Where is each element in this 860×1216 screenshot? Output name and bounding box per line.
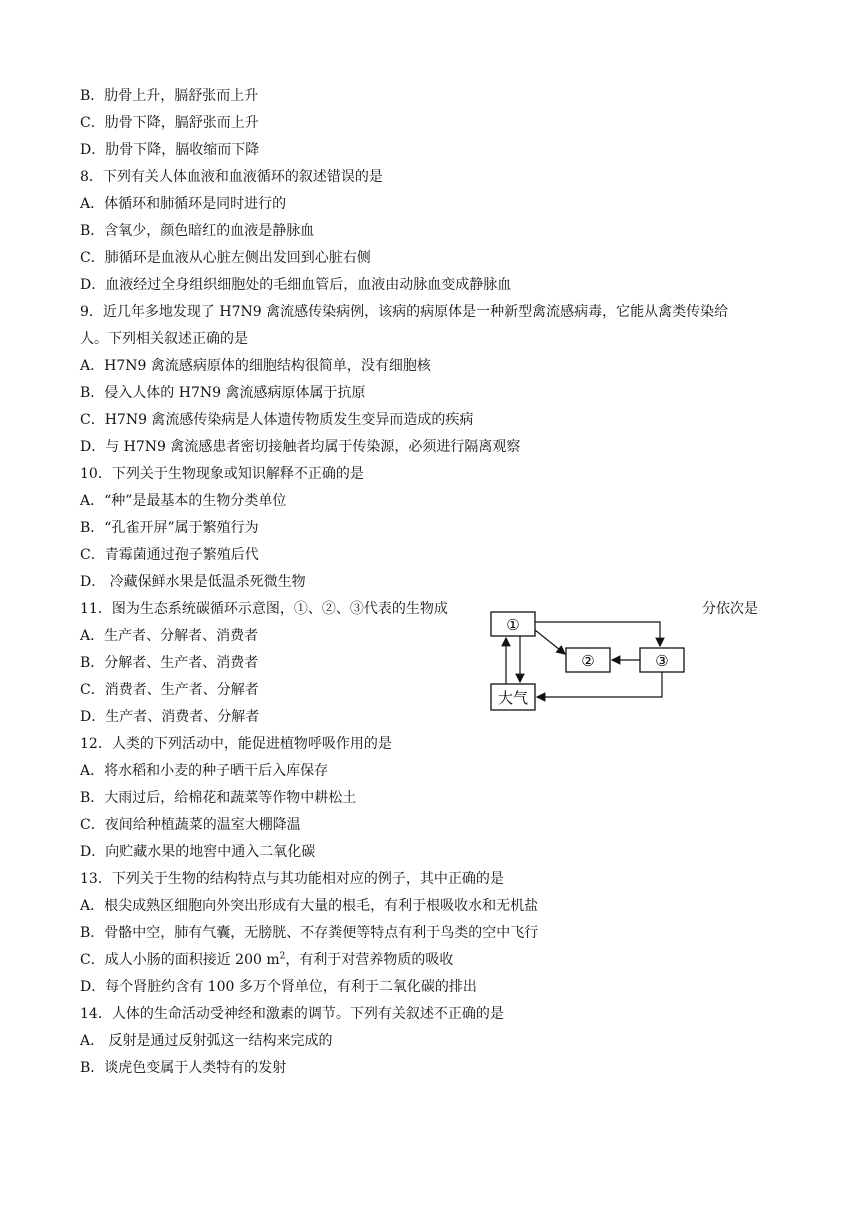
q9-option-a: A．H7N9 禽流感病原体的细胞结构很简单，没有细胞核 xyxy=(80,358,431,374)
q9-option-d: D．与 H7N9 禽流感患者密切接触者均属于传染源，必须进行隔离观察 xyxy=(80,439,521,455)
q9-stem-line2: 人。下列相关叙述正确的是 xyxy=(80,331,248,347)
q7-option-c: C．肋骨下降，膈舒张而上升 xyxy=(80,115,259,131)
box-3-label: ③ xyxy=(655,652,669,670)
q9-option-c: C．H7N9 禽流感传染病是人体遗传物质发生变异而造成的疾病 xyxy=(80,412,474,428)
carbon-cycle-diagram xyxy=(488,608,688,716)
q12-option-c: C．夜间给种植蔬菜的温室大棚降温 xyxy=(80,817,301,833)
q14-option-a: A． 反射是通过反射弧这一结构来完成的 xyxy=(80,1033,333,1049)
q7-option-b: B．肋骨上升，膈舒张而上升 xyxy=(80,88,259,104)
q11-option-b: B．分解者、生产者、消费者 xyxy=(80,655,259,671)
arrow-3-to-atmosphere xyxy=(537,672,662,697)
q13-option-c-text: C．成人小肠的面积接近 200 m xyxy=(80,952,280,968)
arrow-1-to-3 xyxy=(535,622,660,646)
q13-option-d: D．每个肾脏约含有 100 多万个肾单位，有利于二氧化碳的排出 xyxy=(80,979,477,995)
q8-option-a: A．体循环和肺循环是同时进行的 xyxy=(80,196,287,212)
box-2-label: ② xyxy=(581,652,595,670)
q8-option-c: C．肺循环是血液从心脏左侧出发回到心脏右侧 xyxy=(80,250,371,266)
q13-option-c-rest: ，有利于对营养物质的吸收 xyxy=(285,952,454,968)
q8-option-d: D．血液经过全身组织细胞处的毛细血管后，血液由动脉血变成静脉血 xyxy=(80,277,512,293)
q8-stem: 8．下列有关人体血液和血液循环的叙述错误的是 xyxy=(80,169,383,185)
q7-option-d: D．肋骨下降，膈收缩而下降 xyxy=(80,142,260,158)
q11-stem-end: 分依次是 xyxy=(702,601,758,617)
q13-option-a: A．根尖成熟区细胞向外突出形成有大量的根毛，有利于根吸收水和无机盐 xyxy=(80,898,539,914)
q13-option-b: B．骨骼中空，肺有气囊，无膀胱、不存粪便等特点有利于鸟类的空中飞行 xyxy=(80,925,539,941)
q13-stem: 13．下列关于生物的结构特点与其功能相对应的例子，其中正确的是 xyxy=(80,871,504,887)
q11-stem-start: 11．图为生态系统碳循环示意图，①、②、③代表的生物成 xyxy=(80,601,448,617)
q9-option-b: B．侵入人体的 H7N9 禽流感病原体属于抗原 xyxy=(80,385,366,401)
q11-option-d: D．生产者、消费者、分解者 xyxy=(80,709,260,725)
atmosphere-label: 大气 xyxy=(497,689,529,707)
q14-option-b: B．谈虎色变属于人类特有的发射 xyxy=(80,1060,287,1076)
q13-option-c xyxy=(80,950,453,970)
q11-option-a: A．生产者、分解者、消费者 xyxy=(80,628,259,644)
q10-option-b: B．“孔雀开屏”属于繁殖行为 xyxy=(80,520,259,536)
arrow-1-to-2 xyxy=(535,630,565,654)
box-1-label: ① xyxy=(506,616,520,634)
q10-option-a: A．“种”是最基本的生物分类单位 xyxy=(80,493,287,509)
q11-option-c: C．消费者、生产者、分解者 xyxy=(80,682,259,698)
q12-option-a: A．将水稻和小麦的种子晒干后入库保存 xyxy=(80,763,329,779)
q12-option-d: D．向贮藏水果的地窖中通入二氧化碳 xyxy=(80,844,316,860)
q9-stem-line1: 9．近几年多地发现了 H7N9 禽流感传染病例，该病的病原体是一种新型禽流感病毒，它能从禽类传染给 xyxy=(80,304,729,320)
q12-option-b: B．大雨过后，给棉花和蔬菜等作物中耕松土 xyxy=(80,790,357,806)
q10-stem: 10．下列关于生物现象或知识解释不正确的是 xyxy=(80,466,364,482)
q10-option-d: D． 冷藏保鲜水果是低温杀死微生物 xyxy=(80,574,306,590)
q12-stem: 12．人类的下列活动中，能促进植物呼吸作用的是 xyxy=(80,736,392,752)
q14-stem: 14．人体的生命活动受神经和激素的调节。下列有关叙述不正确的是 xyxy=(80,1006,504,1022)
q8-option-b: B．含氧少，颜色暗红的血液是静脉血 xyxy=(80,223,315,239)
q13-option-c-sup: 2 xyxy=(279,951,286,962)
q10-option-c: C．青霉菌通过孢子繁殖后代 xyxy=(80,547,259,563)
